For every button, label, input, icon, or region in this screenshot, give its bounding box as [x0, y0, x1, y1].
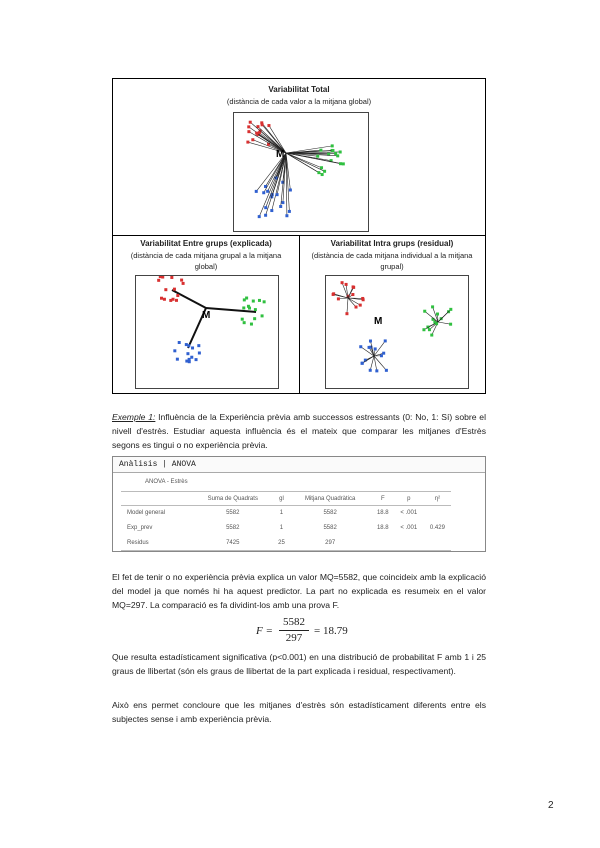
- data-point: [173, 349, 176, 352]
- residual-line: [438, 309, 451, 322]
- col-header: [121, 492, 191, 506]
- data-point: [264, 206, 267, 209]
- data-point: [258, 215, 261, 218]
- mean-label-within: M: [374, 316, 383, 327]
- data-point: [258, 299, 261, 302]
- within-subtitle: (distància de cada mitjana individual a la mitjana grupal): [311, 251, 473, 271]
- data-point: [255, 132, 258, 135]
- data-point: [449, 308, 452, 311]
- data-point: [331, 149, 334, 152]
- data-point: [261, 314, 264, 317]
- data-point: [431, 305, 434, 308]
- table-row: [121, 521, 451, 536]
- data-point: [248, 307, 251, 310]
- eq-fraction-bar: [279, 630, 309, 631]
- data-point: [320, 166, 323, 169]
- total-plot: [233, 112, 369, 232]
- data-point: [351, 293, 354, 296]
- data-point: [164, 288, 167, 291]
- data-point: [317, 171, 320, 174]
- residual-line: [438, 322, 451, 324]
- significance-paragraph: Que resulta estadísticament significativa (p<0.001) en una distribució de probabilitat F amb 1 i 25 graus de llibertat (són els graus de llibertat de la part explicada i residual, respectivament).: [112, 652, 486, 676]
- col-header: η²: [434, 495, 441, 502]
- anova-header-row: [121, 492, 451, 506]
- f-equation: [256, 616, 386, 646]
- data-point: [186, 352, 189, 355]
- data-point: [157, 279, 160, 282]
- data-point: [368, 346, 371, 349]
- data-point: [323, 170, 326, 173]
- cell: 5582: [323, 510, 337, 517]
- between-plot: [135, 275, 279, 389]
- data-point: [380, 354, 383, 357]
- data-point: [264, 214, 267, 217]
- data-point: [180, 279, 183, 282]
- example-text: Influència de la Experiència prèvia amb successos estressants (0: No, 1: Sí) sobre el nivell d'estrès. Estudiar aquesta influència és el mateix que comparar les mitjanes d'Estrès segons es tingui o no experiència prèvia.: [112, 412, 486, 450]
- eq-numerator: 5582: [283, 616, 305, 628]
- within-scatter: [326, 276, 468, 388]
- cell: 297: [325, 539, 336, 546]
- row-label: Exp_prev: [127, 525, 153, 531]
- data-point: [359, 304, 362, 307]
- cell: 5582: [226, 525, 240, 531]
- col-header: gl: [279, 495, 284, 502]
- data-point: [197, 344, 200, 347]
- data-point: [247, 125, 250, 128]
- variability-figure: [112, 78, 486, 394]
- cell: 18.8: [376, 525, 389, 531]
- data-point: [374, 347, 377, 350]
- within-plot: [325, 275, 469, 389]
- cell: 0.429: [429, 525, 445, 531]
- data-point: [243, 298, 246, 301]
- data-point: [241, 318, 244, 321]
- residual-line: [333, 294, 348, 298]
- cell: 1: [279, 525, 284, 531]
- data-point: [163, 298, 166, 301]
- data-point: [279, 205, 282, 208]
- cell: 1: [279, 510, 284, 517]
- data-point: [281, 201, 284, 204]
- data-point: [172, 298, 175, 301]
- data-point: [182, 282, 185, 285]
- anova-table: [121, 491, 451, 551]
- explanation-paragraph: El fet de tenir o no experiència prèvia explica un valor MQ=5582, que coincideix amb la explicació del model ja que només hi ha aquest predictor. La part no explicada es resumeix en el valor MQ=297. La comparació es fa dividint-los amb una prova F.: [112, 572, 486, 610]
- data-point: [355, 306, 358, 309]
- row-label: Model general: [127, 510, 166, 517]
- cell: < .001: [400, 510, 418, 517]
- data-point: [261, 123, 264, 126]
- between-subtitle: (distància de cada mitjana grupal a la mitjana global): [130, 251, 282, 271]
- anova-header: Anàlisis | ANOVA: [113, 457, 485, 473]
- page-number: 2: [548, 800, 554, 811]
- data-point: [175, 299, 178, 302]
- data-point: [258, 131, 261, 134]
- data-point: [188, 360, 191, 363]
- cell: 7425: [226, 539, 240, 546]
- data-point: [251, 138, 254, 141]
- data-point: [176, 358, 179, 361]
- data-point: [341, 281, 344, 284]
- data-point: [435, 322, 438, 325]
- col-header: Mitjana Quadràtica: [304, 495, 356, 502]
- example-label: Exemple 1:: [112, 412, 156, 422]
- data-point: [423, 310, 426, 313]
- table-row: [121, 506, 451, 521]
- data-point: [345, 312, 348, 315]
- data-point: [385, 369, 388, 372]
- total-subtitle: (distància de cada valor a la mitjana global): [226, 97, 372, 106]
- data-point: [436, 313, 439, 316]
- data-point: [242, 306, 245, 309]
- data-point: [270, 209, 273, 212]
- total-scatter: [234, 113, 368, 231]
- mean-label-total: M: [276, 149, 285, 160]
- data-point: [243, 321, 246, 324]
- cell: [372, 536, 394, 551]
- eq-denominator: 297: [285, 632, 303, 644]
- data-point: [266, 190, 269, 193]
- row-label: Residus: [127, 539, 149, 546]
- col-header: F: [380, 495, 385, 502]
- data-point: [263, 300, 266, 303]
- data-point: [449, 323, 452, 326]
- data-point: [253, 317, 256, 320]
- between-title: Variabilitat Entre grups (explicada): [140, 239, 272, 248]
- data-point: [255, 190, 258, 193]
- data-point: [375, 369, 378, 372]
- residual-line: [347, 298, 348, 314]
- data-point: [254, 308, 257, 311]
- col-header: p: [407, 495, 411, 502]
- data-point: [422, 328, 425, 331]
- data-point: [267, 124, 270, 127]
- mean-label-between: M: [202, 310, 211, 321]
- data-point: [198, 351, 201, 354]
- data-point: [160, 297, 163, 300]
- data-point: [361, 297, 364, 300]
- residual-line: [374, 356, 377, 371]
- data-point: [369, 340, 372, 343]
- data-point: [369, 369, 372, 372]
- data-point: [336, 154, 339, 157]
- eq-lhs: F =: [256, 625, 273, 637]
- residual-line: [348, 287, 354, 298]
- cell: [424, 506, 451, 521]
- example-paragraph: [112, 410, 486, 452]
- data-point: [173, 288, 176, 291]
- table-row: [121, 536, 451, 551]
- data-point: [319, 149, 322, 152]
- data-point: [187, 344, 190, 347]
- residual-line: [374, 356, 386, 370]
- cell: [424, 536, 451, 551]
- data-point: [339, 150, 342, 153]
- data-point: [249, 121, 252, 124]
- cell: 5582: [226, 510, 240, 517]
- data-point: [170, 276, 173, 279]
- data-point: [342, 162, 345, 165]
- cell: [394, 536, 424, 551]
- data-point: [289, 188, 292, 191]
- data-point: [262, 191, 265, 194]
- data-point: [176, 294, 179, 297]
- data-point: [190, 356, 193, 359]
- data-point: [352, 286, 355, 289]
- data-point: [285, 214, 288, 217]
- cell: < .001: [400, 525, 418, 531]
- data-point: [345, 283, 348, 286]
- data-point: [316, 155, 319, 158]
- data-point: [382, 352, 385, 355]
- data-point: [178, 341, 181, 344]
- data-point: [246, 141, 249, 144]
- data-point: [337, 297, 340, 300]
- cell: 25: [278, 539, 285, 546]
- data-point: [339, 162, 342, 165]
- data-point: [321, 173, 324, 176]
- data-point: [250, 323, 253, 326]
- data-point: [288, 210, 291, 213]
- data-point: [252, 300, 255, 303]
- figure-divider-v: [299, 235, 300, 393]
- col-header: Suma de Quadrats: [207, 495, 258, 502]
- data-point: [359, 345, 362, 348]
- data-point: [159, 276, 162, 278]
- conclusion-paragraph: Això ens permet concloure que les mitjanes d'estrès són estadísticament diferents entre els subjectes sense i amb experiència prèvia.: [112, 700, 486, 724]
- data-point: [331, 144, 334, 147]
- anova-subheader: ANOVA - Estrès: [145, 479, 188, 485]
- data-point: [384, 339, 387, 342]
- data-point: [428, 328, 431, 331]
- data-point: [195, 358, 198, 361]
- total-title: Variabilitat Total: [268, 85, 330, 94]
- data-point: [276, 193, 279, 196]
- cell: 18.8: [376, 510, 389, 517]
- anova-panel: [112, 456, 486, 552]
- data-point: [247, 130, 250, 133]
- eq-rhs: = 18.79: [314, 625, 348, 637]
- between-scatter: [136, 276, 278, 388]
- data-point: [191, 346, 194, 349]
- within-title: Variabilitat Intra grups (residual): [330, 239, 454, 248]
- cell: 5582: [323, 525, 337, 531]
- data-point: [332, 293, 335, 296]
- data-point: [361, 362, 364, 365]
- data-point: [430, 334, 433, 337]
